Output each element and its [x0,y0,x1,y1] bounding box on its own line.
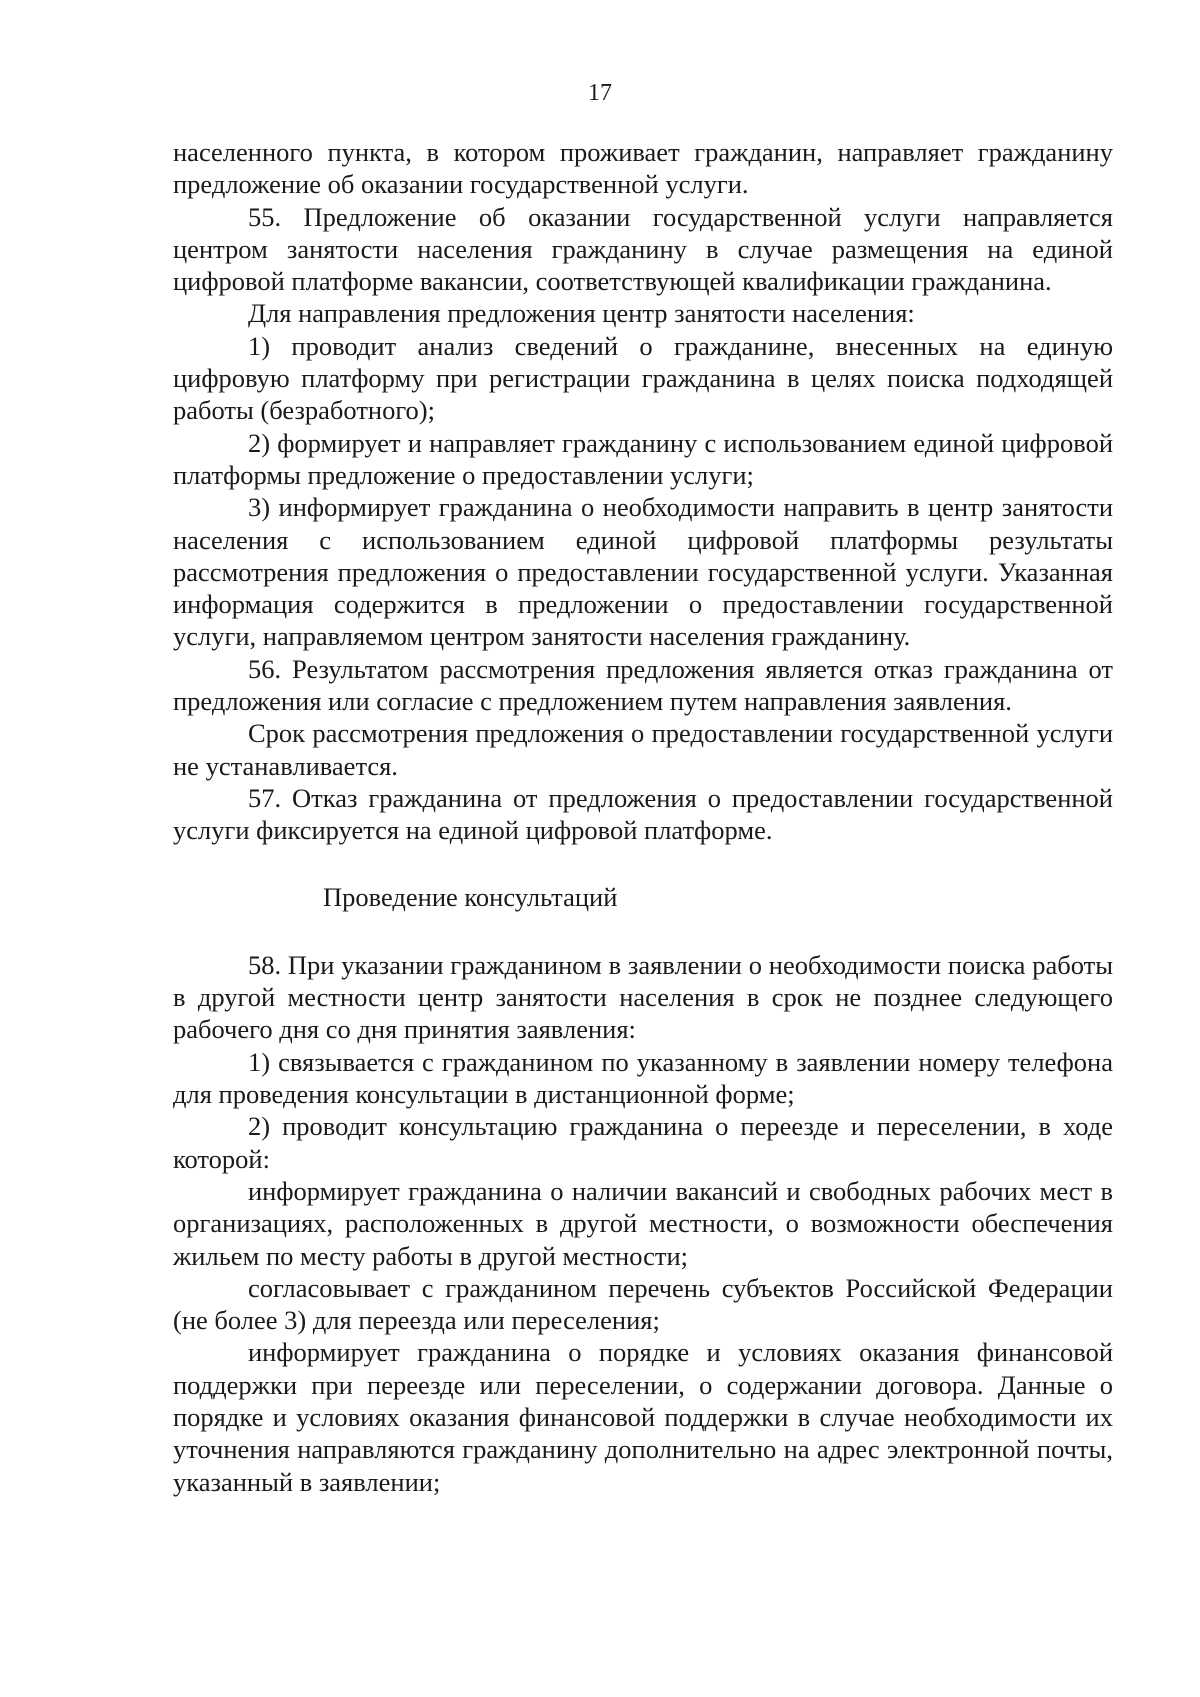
paragraph-58: 58. При указании гражданином в заявлении о необходимости поиска работы в другой местности центр занятости населения в срок не позднее следующего рабочего дня со дня принятия заявления: [173,949,1113,1045]
paragraph-55: 55. Предложение об оказании государственной услуги направляется центром занятости населения гражданину в случае размещения на единой цифровой платформе вакансии, соответствующей квалификации гражданина. [173,201,1113,297]
paragraph-56: 56. Результатом рассмотрения предложения является отказ гражданина от предложения или согласие с предложением путем направления заявления. [173,653,1113,717]
document-body [173,136,1113,1498]
paragraph-58-subitem-vacancies: информирует гражданина о наличии вакансий и свободных рабочих мест в организациях, расположенных в другой местности, о возможности обеспечения жильем по месту работы в другой местности; [173,1175,1113,1271]
paragraph-55-item-3: 3) информирует гражданина о необходимости направить в центр занятости населения с использованием единой цифровой платформы результаты рассмотрения предложения о предоставлении государственной услуги. Указанная информация содержится в предложении о предоставлении государственной услуги, направляемом центром занятости населения гражданину. [173,492,1113,652]
paragraph-55-item-1: 1) проводит анализ сведений о гражданине, внесенных на единую цифровую платформу при регистрации гражданина в целях поиска подходящей работы (безработного); [173,330,1113,426]
paragraph-55-intro: Для направления предложения центр занятости населения: [248,298,915,329]
paragraph-58-subitem-regions: согласовывает с гражданином перечень субъектов Российской Федерации (не более 3) для переезда или переселения; [173,1272,1113,1336]
section-heading: Проведение консультаций [323,881,618,912]
paragraph-58-subitem-financial: информирует гражданина о порядке и условиях оказания финансовой поддержки при переезде или переселении, о содержании договора. Данные о порядке и условиях оказания финансовой поддержки в случае необходимости их уточнения направляются гражданину дополнительно на адрес электронной почты, указанный в заявлении; [173,1337,1113,1497]
page-number: 17 [588,80,612,106]
paragraph-56-term: Срок рассмотрения предложения о предоставлении государственной услуги не устанавливается. [173,718,1113,781]
paragraph-58-item-2: 2) проводит консультацию гражданина о переезде и переселении, в ходе которой: [173,1111,1113,1174]
paragraph-continuation: населенного пункта, в котором проживает гражданин, направляет гражданину предложение об оказании государственной услуги. [173,137,1113,200]
paragraph-58-item-1: 1) связывается с гражданином по указанному в заявлении номеру телефона для проведения консультации в дистанционной форме; [173,1046,1113,1110]
paragraph-57: 57. Отказ гражданина от предложения о предоставлении государственной услуги фиксируется на единой цифровой платформе. [173,782,1113,846]
paragraph-55-item-2: 2) формирует и направляет гражданину с использованием единой цифровой платформы предложение о предоставлении услуги; [173,427,1113,490]
